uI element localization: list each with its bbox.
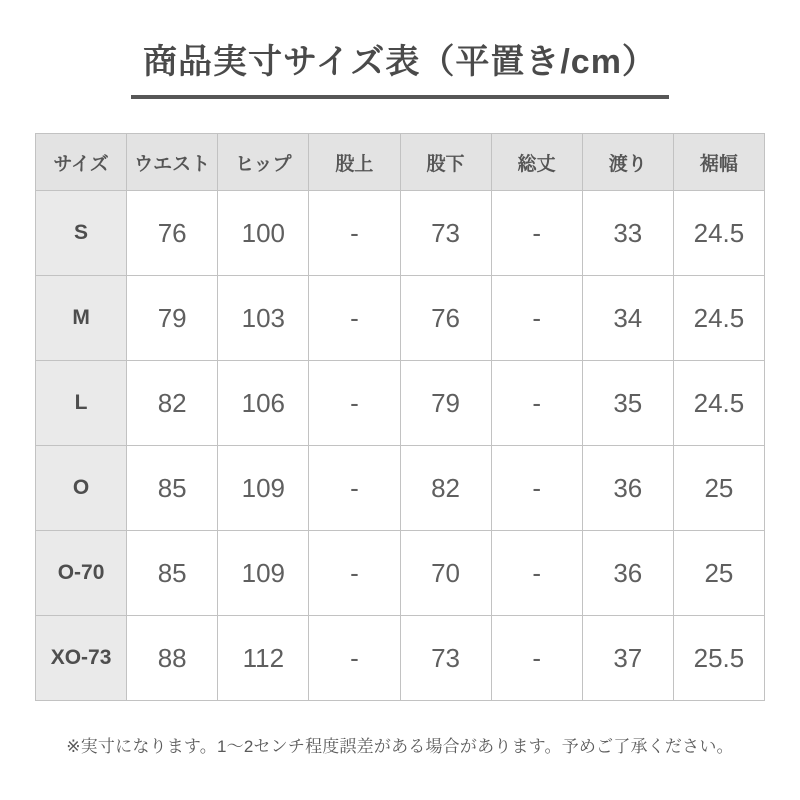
measurement-cell: - <box>491 531 582 616</box>
footnote: ※実寸になります。1〜2センチ程度誤差がある場合があります。予めご了承ください。 <box>66 737 734 757</box>
measurement-cell: - <box>491 361 582 446</box>
table-row <box>36 531 765 616</box>
measurement-cell: 35 <box>582 361 673 446</box>
measurement-cell: 36 <box>582 531 673 616</box>
measurement-cell: - <box>309 276 400 361</box>
measurement-cell: 109 <box>218 446 309 531</box>
size-label: O-70 <box>36 531 127 616</box>
measurement-cell: 70 <box>400 531 491 616</box>
measurement-cell: - <box>309 616 400 701</box>
measurement-cell: 76 <box>400 276 491 361</box>
measurement-cell: 103 <box>218 276 309 361</box>
title-wrap <box>0 40 800 99</box>
table-row <box>36 361 765 446</box>
measurement-cell: 88 <box>127 616 218 701</box>
size-table-head <box>36 134 765 191</box>
measurement-cell: 24.5 <box>673 191 764 276</box>
column-header-1: ウエスト <box>127 134 218 191</box>
size-label: O <box>36 446 127 531</box>
measurement-cell: 33 <box>582 191 673 276</box>
measurement-cell: 25 <box>673 531 764 616</box>
table-row <box>36 191 765 276</box>
measurement-cell: - <box>491 191 582 276</box>
measurement-cell: 79 <box>400 361 491 446</box>
measurement-cell: - <box>491 276 582 361</box>
size-label: M <box>36 276 127 361</box>
measurement-cell: 106 <box>218 361 309 446</box>
size-table <box>35 133 765 701</box>
size-table-body <box>36 191 765 701</box>
measurement-cell: - <box>309 446 400 531</box>
measurement-cell: 79 <box>127 276 218 361</box>
column-header-6: 渡り <box>582 134 673 191</box>
table-row <box>36 276 765 361</box>
measurement-cell: 109 <box>218 531 309 616</box>
measurement-cell: - <box>309 361 400 446</box>
measurement-cell: 82 <box>127 361 218 446</box>
measurement-cell: - <box>309 531 400 616</box>
column-header-2: ヒップ <box>218 134 309 191</box>
measurement-cell: - <box>491 616 582 701</box>
measurement-cell: 85 <box>127 531 218 616</box>
measurement-cell: 85 <box>127 446 218 531</box>
measurement-cell: 73 <box>400 616 491 701</box>
table-row <box>36 446 765 531</box>
size-label: S <box>36 191 127 276</box>
size-label: L <box>36 361 127 446</box>
measurement-cell: 24.5 <box>673 276 764 361</box>
column-header-7: 裾幅 <box>673 134 764 191</box>
measurement-cell: 76 <box>127 191 218 276</box>
table-row <box>36 616 765 701</box>
measurement-cell: 112 <box>218 616 309 701</box>
measurement-cell: 24.5 <box>673 361 764 446</box>
measurement-cell: - <box>491 446 582 531</box>
measurement-cell: 73 <box>400 191 491 276</box>
column-header-3: 股上 <box>309 134 400 191</box>
size-label: XO-73 <box>36 616 127 701</box>
column-header-0: サイズ <box>36 134 127 191</box>
measurement-cell: 37 <box>582 616 673 701</box>
page-title: 商品実寸サイズ表（平置き/cm） <box>131 40 669 99</box>
measurement-cell: - <box>309 191 400 276</box>
measurement-cell: 25.5 <box>673 616 764 701</box>
column-header-5: 総丈 <box>491 134 582 191</box>
measurement-cell: 100 <box>218 191 309 276</box>
measurement-cell: 82 <box>400 446 491 531</box>
measurement-cell: 25 <box>673 446 764 531</box>
header-row <box>36 134 765 191</box>
column-header-4: 股下 <box>400 134 491 191</box>
measurement-cell: 36 <box>582 446 673 531</box>
measurement-cell: 34 <box>582 276 673 361</box>
